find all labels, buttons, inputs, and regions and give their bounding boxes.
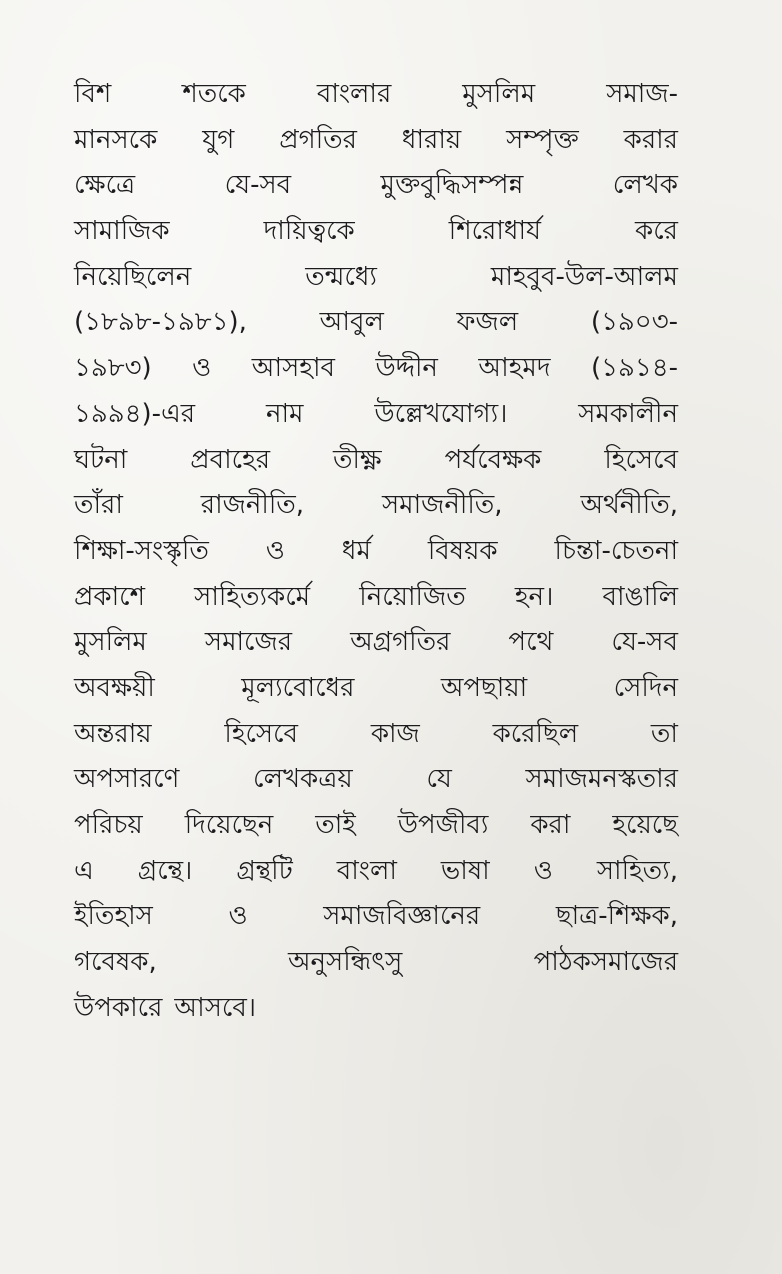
word: দায়িত্বকে (263, 216, 355, 247)
word: দিয়েছেন (184, 810, 274, 840)
word: ঘটনা (74, 444, 128, 475)
paragraph-line (74, 575, 678, 621)
word: তাঁরা (74, 490, 123, 521)
word: লেখক (612, 170, 678, 201)
word: (১৯১৪- (590, 353, 678, 384)
word: বাংলা (336, 855, 397, 886)
word: অগ্রগতির (350, 627, 451, 658)
word: রাজনীতি, (200, 490, 305, 521)
word: ১৯৯৪)-এর (74, 398, 196, 429)
word: পরিচয় (74, 810, 143, 840)
word: হিসেবে (224, 718, 299, 749)
word: ১৯৮৩) (74, 353, 152, 384)
word: সমাজমনস্কতার (525, 764, 678, 795)
word: নিয়েছিলেন (74, 261, 192, 292)
word: নাম (265, 398, 304, 429)
paragraph-line (74, 118, 678, 164)
paragraph-line (74, 803, 678, 849)
word: বিষয়ক (427, 535, 498, 566)
word: সমাজবিজ্ঞানের (323, 901, 481, 932)
word: সাহিত্য, (596, 855, 678, 886)
word: পাঠকসমাজের (533, 947, 678, 978)
word: তাই (315, 810, 356, 840)
paragraph-line (74, 392, 678, 438)
word: করা (530, 810, 571, 840)
word: আবুল (319, 307, 384, 338)
word: প্রগতির (279, 124, 357, 155)
word: উদ্দীন (375, 353, 438, 384)
word: যে-সব (224, 170, 292, 201)
word: ছাত্র-শিক্ষক, (555, 901, 678, 932)
word: (১৮৯৮-১৯৮১), (74, 307, 247, 338)
word: উপকারে (74, 992, 163, 1023)
word: তন্মধ্যে (305, 261, 377, 292)
word: শিরোধার্য (448, 216, 541, 247)
word: সমাজ- (606, 79, 678, 109)
word: ভাষা (440, 855, 490, 886)
word: অন্তরায় (74, 718, 152, 749)
word: প্রকাশে (74, 581, 145, 612)
word: গ্রন্থে। (137, 855, 193, 886)
word: করেছিল (492, 718, 579, 749)
paragraph-line (74, 163, 678, 209)
word: ও (265, 535, 285, 566)
word: ধারায় (401, 124, 462, 155)
word: অপসারণে (74, 764, 180, 795)
word: যুগ (202, 124, 235, 155)
word: শতকে (182, 79, 246, 109)
word: তা (650, 718, 678, 749)
word: ও (533, 855, 553, 886)
word: অবক্ষয়ী (74, 672, 155, 703)
paragraph-line (74, 940, 678, 986)
word: আসবে। (174, 992, 257, 1023)
paragraph-line (74, 712, 678, 758)
word: লেখকত্রয় (253, 764, 353, 795)
word: শিক্ষা-সংস্কৃতি (74, 535, 209, 566)
word: চিন্তা-চেতনা (554, 535, 678, 566)
paragraph-line (74, 346, 678, 392)
paragraph-line (74, 255, 678, 301)
paragraph-line (74, 209, 678, 255)
paragraph-line (74, 894, 678, 940)
word: ক্ষেত্রে (74, 170, 136, 201)
word: পর্যবেক্ষক (444, 444, 542, 475)
word: কাজ (370, 718, 420, 749)
paragraph-line (74, 483, 678, 529)
paragraph-line (74, 986, 678, 1032)
word: তীক্ষ্ণ (333, 444, 382, 475)
word: এ (74, 855, 94, 886)
word: সম্পৃক্ত (506, 124, 579, 155)
word: ইতিহাস (74, 901, 153, 932)
word: মাহবুব-উল-আলম (490, 261, 678, 292)
paragraph-line (74, 849, 678, 895)
word: গ্রন্থটি (236, 855, 293, 886)
word: মুসলিম (74, 627, 147, 658)
word: মুসলিম (462, 79, 536, 109)
word: পথে (508, 627, 554, 658)
word: করে (635, 216, 678, 247)
word: অপছায়া (440, 672, 528, 703)
paragraph-line (74, 757, 678, 803)
word: যে-সব (611, 627, 678, 658)
word: মুক্তবুদ্ধিসম্পন্ন (380, 170, 524, 201)
paragraph-line (74, 300, 678, 346)
paragraph-line (74, 666, 678, 712)
word: নিয়োজিত (359, 581, 466, 612)
word: ধর্ম (341, 535, 371, 566)
paragraph-line (74, 620, 678, 666)
word: (১৯০৩- (590, 307, 678, 338)
word: উপজীব্য (397, 810, 489, 840)
word: হয়েছে (612, 810, 678, 840)
word: সমাজের (204, 627, 293, 658)
word: যে (426, 764, 452, 795)
word: আসহাব (251, 353, 335, 384)
word: ও (228, 901, 248, 932)
word: অনুসন্ধিৎসু (288, 947, 403, 978)
word: অর্থনীতি, (580, 490, 678, 521)
word: মানসকে (74, 124, 158, 155)
word: হন। (514, 581, 554, 612)
word: বাংলার (316, 79, 392, 109)
paragraph-line (74, 72, 678, 118)
word: আহমদ (478, 353, 551, 384)
word: প্রবাহের (190, 444, 271, 475)
word: বাঙালি (602, 581, 678, 612)
word: গবেষক, (74, 947, 157, 978)
word: সেদিন (613, 672, 678, 703)
word: বিশ (74, 79, 112, 109)
word: ফজল (456, 307, 519, 338)
paragraph-line (74, 438, 678, 484)
word: সমকালীন (578, 398, 678, 429)
word: ও (192, 353, 212, 384)
word: উল্লেখযোগ্য। (374, 398, 508, 429)
word: মূল্যবোধের (241, 672, 355, 703)
word: হিসেবে (604, 444, 678, 475)
paragraph-line (74, 529, 678, 575)
word: করার (623, 124, 678, 155)
blurb-paragraph (74, 72, 678, 1031)
word: সামাজিক (74, 216, 170, 247)
word: সাহিত্যকর্মে (194, 581, 311, 612)
word: সমাজনীতি, (381, 490, 503, 521)
